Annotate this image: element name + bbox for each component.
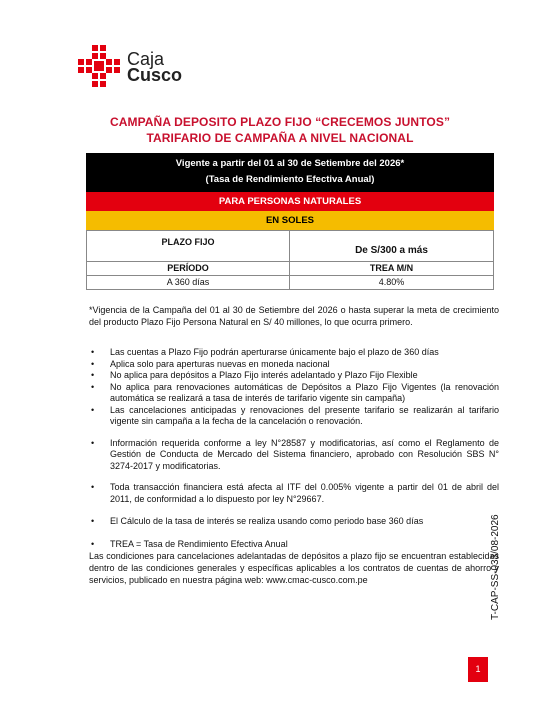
list-item: • Toda transacción financiera está afecta al ITF del 0.005% vigente a partir del 01 de abril del 2011, de conformidad a lo dispuesto por ley N°29667. xyxy=(89,482,499,505)
period-header: PERÍODO xyxy=(87,262,290,275)
caja-cusco-logo xyxy=(78,45,188,90)
rate-header: TREA M/N xyxy=(369,263,414,273)
table-row xyxy=(87,275,493,289)
amount-label: De S/300 a más xyxy=(355,245,428,256)
rate-cell: 4.80% xyxy=(378,277,405,287)
page-number: 1 xyxy=(468,657,488,682)
trea-note: (Tasa de Rendimiento Efectiva Anual) xyxy=(205,174,375,185)
validity-text: Vigente a partir del 01 al 30 de Setiembre del 2026* xyxy=(175,158,405,169)
product-label: PLAZO FIJO xyxy=(87,231,290,261)
header-row xyxy=(87,261,493,275)
rates-table xyxy=(86,153,494,290)
list-item: • Las cuentas a Plazo Fijo podrán aperturarse únicamente bajo el plazo de 360 días xyxy=(89,347,499,359)
logo-line-2: Cusco xyxy=(127,65,183,85)
logo-wordmark xyxy=(127,51,182,83)
document-code: T-CAP-SS-033/08-2026 xyxy=(490,514,501,620)
period-cell: A 360 días xyxy=(87,276,290,289)
product-row xyxy=(87,231,493,261)
closing-paragraph: Las condiciones para cancelaciones adelantadas de depósitos a plazo fijo se encuentran establecidas dentro de las condiciones generales y específicas aplicables a los contratos de cuentas de ahorro y servicios, publicado en nuestra página web: www.cmac-cusco.com.pe xyxy=(89,551,499,585)
currency-band: EN SOLES xyxy=(86,211,494,230)
segment-band: PARA PERSONAS NATURALES xyxy=(86,192,494,211)
rates-grid xyxy=(86,230,494,290)
validity-band xyxy=(86,153,494,192)
list-item: • El Cálculo de la tasa de interés se realiza usando como periodo base 360 días xyxy=(89,516,499,528)
list-item: • TREA = Tasa de Rendimiento Efectiva Anual xyxy=(89,539,499,551)
logo-line-1: Caja xyxy=(127,49,165,69)
validity-footnote: *Vigencia de la Campaña del 01 al 30 de Setiembre del 2026 o hasta superar la meta de crecimiento del producto Plazo Fijo Persona Natural en S/ 40 millones, lo que ocurra primero. xyxy=(89,305,499,327)
list-item: • Las cancelaciones anticipadas y renovaciones del presente tarifario se realizarán al tarifario vigente sin campaña a la fecha de la cancelación o renovación. xyxy=(89,405,499,428)
list-item: • Información requerida conforme a ley N°28587 y modificatorias, así como el Reglamento de Gestión de Conducta de Mercado del Sistema financiero, aprobado con Resolución SBS N° 3274-2017 y modificatorias. xyxy=(89,438,499,473)
campaign-title: CAMPAÑA DEPOSITO PLAZO FIJO “CRECEMOS JUNTOS” xyxy=(109,115,451,129)
tariff-title: TARIFARIO DE CAMPAÑA A NIVEL NACIONAL xyxy=(146,131,414,145)
conditions-list xyxy=(89,347,499,550)
list-item: • No aplica para renovaciones automáticas de Depósitos a Plazo Fijo Vigentes (la renovación automática se realizará a tasa de interés de tarifario vigente sin campaña) xyxy=(89,382,499,405)
list-item: • No aplica para depósitos a Plazo Fijo interés adelantado y Plazo Fijo Flexible xyxy=(89,370,499,382)
list-item: • Aplica solo para aperturas nuevas en moneda nacional xyxy=(89,359,499,371)
logo-cross-icon xyxy=(78,45,120,87)
